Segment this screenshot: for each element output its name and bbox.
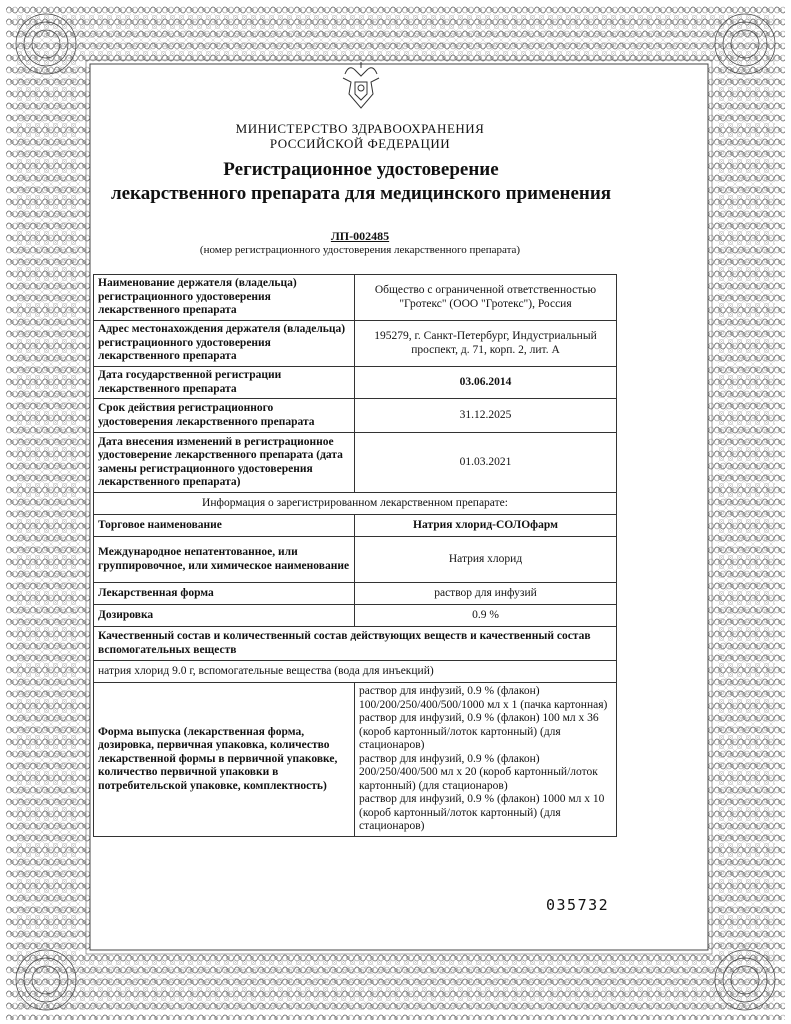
table-row (94, 321, 617, 367)
composition-value: натрия хлорид 9.0 г, вспомогательные вещества (вода для инъекций) (94, 661, 617, 683)
holder-name-label: Наименование держателя (владельца) регистрационного удостоверения лекарственного препарата (94, 275, 355, 321)
release-form-entry: раствор для инфузий, 0.9 % (флакон) 100/200/250/400/500/1000 мл x 1 (пачка картонная) (359, 685, 608, 711)
registration-number-caption: (номер регистрационного удостоверения лекарственного препарата) (199, 244, 521, 256)
table-row (94, 627, 617, 661)
certificate-table (93, 274, 617, 837)
release-form-entry: раствор для инфузий, 0.9 % (флакон) 200/250/400/500 мл x 20 (короб картонный/лоток картонный) (для стационаров) (359, 752, 598, 792)
table-row (94, 275, 617, 321)
table-row (94, 661, 617, 683)
trade-name-value: Натрия хлорид-СОЛОфарм (355, 515, 617, 537)
inn-label: Международное непатентованное, или группировочное, или химическое наименование (94, 537, 355, 583)
ministry-name-line1: МИНИСТЕРСТВО ЗДРАВООХРАНЕНИЯ (235, 121, 485, 136)
holder-address-value: 195279, г. Санкт-Петербург, Индустриальный проспект, д. 71, корп. 2, лит. А (355, 321, 617, 367)
release-form-label: Форма выпуска (лекарственная форма, дозировка, первичная упаковка, количество лекарственной формы в первичной упаковке, количество первичной упаковки в потребительской упаковке, комплектность) (94, 683, 355, 837)
table-row (94, 433, 617, 493)
table-row (94, 605, 617, 627)
table-row (94, 493, 617, 515)
table-row (94, 583, 617, 605)
dosage-form-value: раствор для инфузий (355, 583, 617, 605)
table-row (94, 683, 617, 837)
holder-address-label: Адрес местонахождения держателя (владельца) регистрационного удостоверения лекарственного препарата (94, 321, 355, 367)
registration-date-value: 03.06.2014 (355, 367, 617, 399)
release-form-entry: раствор для инфузий, 0.9 % (флакон) 100 мл x 36 (короб картонный/лоток картонный) (для стационаров) (359, 712, 599, 751)
dosage-value: 0.9 % (355, 605, 617, 627)
composition-label: Качественный состав и количественный состав действующих веществ и качественный состав вспомогательных веществ (94, 627, 617, 661)
table-row (94, 367, 617, 399)
dosage-form-label: Лекарственная форма (94, 583, 355, 605)
registration-date-label: Дата государственной регистрации лекарственного препарата (94, 367, 355, 399)
holder-name-value: Общество с ограниченной ответственностью "Гротекс" (ООО "Гротекс"), Россия (355, 275, 617, 321)
product-section-heading: Информация о зарегистрированном лекарственном препарате: (94, 493, 617, 515)
trade-name-label: Торговое наименование (94, 515, 355, 537)
dosage-label: Дозировка (94, 605, 355, 627)
serial-number: 035732 (546, 896, 610, 914)
validity-label: Срок действия регистрационного удостоверения лекарственного препарата (94, 399, 355, 433)
change-date-label: Дата внесения изменений в регистрационное удостоверение лекарственного препарата (дата замены регистрационного удостоверения лекарственного препарата) (94, 433, 355, 493)
coat-of-arms-icon (335, 60, 387, 116)
table-row (94, 537, 617, 583)
validity-value: 31.12.2025 (355, 399, 617, 433)
release-forms-list (355, 683, 617, 837)
registration-number: ЛП-002485 (330, 229, 390, 243)
release-form-entry: раствор для инфузий, 0.9 % (флакон) 1000 мл x 10 (короб картонный/лоток картонный) (для стационаров) (359, 793, 605, 832)
document-title-line2: лекарственного препарата для медицинского применения (110, 183, 612, 204)
table-row (94, 399, 617, 433)
inn-value: Натрия хлорид (355, 537, 617, 583)
ministry-name-line2: РОССИЙСКОЙ ФЕДЕРАЦИИ (269, 136, 451, 151)
change-date-value: 01.03.2021 (355, 433, 617, 493)
table-row (94, 515, 617, 537)
document-title-line1: Регистрационное удостоверение (223, 159, 499, 180)
